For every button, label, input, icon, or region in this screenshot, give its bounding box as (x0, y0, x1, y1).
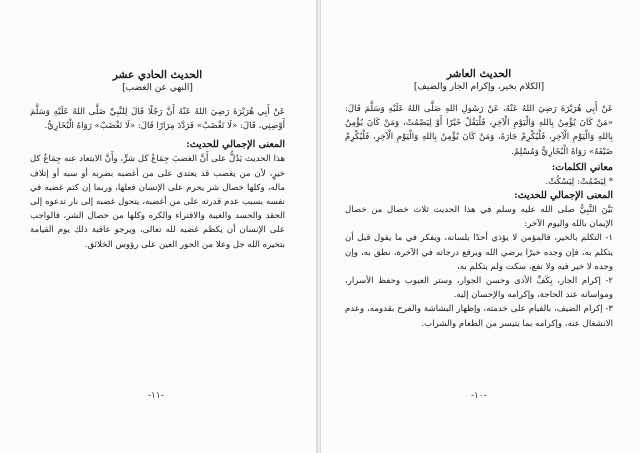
hadith-10-title: الحديث العاشر (446, 68, 512, 80)
left-page (0, 0, 318, 453)
vocab-item: * لِيَصْمُتْ: لِيَسْكُتْ. (545, 176, 613, 187)
hadith-10-meaning-intro: بَيَّنَ النَّبِيُّ صلى الله عليه وسلم في هذا الحديث ثلاث خصال من خصال الإيمان بالله واليوم الآخر: (345, 205, 613, 230)
hadith-11-meaning-text: هذا الحديث يَدُلُّ على أَنَّ الغضبَ جِمَاعُ كل شرٍّ، وأَنَّ الابتعاد عنه جِمَاعُ كل خيرٍ، لأن من يغضب قد يعتدي على من أغضبه بضربه أو سبه أو إتلاف ماله، وكلها خصال شر يحرم على الإنسان فعلها، وربما إن كتم غضبه في نفسه بسبب عدم قدرته على من أغضبه، يتحول غضبه إلى نار تدعوه إلى الحقد والحسد والغيبة والافتراء والكره وكلها من خصال الشر، فالواجب على الإنسان أن يكظم غضبه لله تعالى، ويرجو عاقبة ذلك يوم القيامة بتخيره الله جل وعلا من الحور العين على رؤوس الخلائق. (30, 154, 285, 250)
hadith-10-point-1: ١- التكلم بالخير، فالمؤمن لا يؤذي أحدًا بلسانه، ويفكر في ما يقول قبل أن يتكلم به، فإن وجده خيرًا يرضي الله ويرفع درجاته في الآخرة، نطق به، وإن وجده لا خير فيه ولا نفع، سكت ولم يتكلم به، (345, 233, 613, 272)
hadith-10-meaning-heading: المعنى الإجمالي للحديث: (514, 190, 613, 202)
hadith-10-subtitle: [الكلام بخير، وإكرام الجار والضيف] (413, 82, 545, 92)
hadith-10-point-3: ٣- إكرام الضيف، بالقيام على خدمته، وإظهار البشاشة والفرح بقدومه، وعدم الانشغال عنه، وإكرامه بما يتيسر من الطعام والشراب. (345, 304, 613, 329)
hadith-10-text: عَنْ أَبِي هُرَيْرَةَ رَضِيَ اللهُ عَنْهُ، عَنْ رَسُولِ اللهِ صَلَّى اللهُ عَلَيْهِ وَسَلَّمَ قَالَ: «مَنْ كَانَ يُؤْمِنُ بِاللهِ وَالْيَوْمِ الْآخِرِ، فَلْيَقُلْ خَيْرًا أَوْ لِيَصْمُتْ، وَمَنْ كَانَ يُؤْمِنُ بِاللهِ وَالْيَوْمِ الْآخِرِ، فَلْيُكْرِمْ جَارَهُ، وَمَنْ كَانَ يُؤْمِنُ بِاللهِ وَالْيَوْمِ الْآخِرِ، فَلْيُكْرِمْ ضَيْفَهُ» رَوَاهُ الْبُخَارِيُّ وَمُسْلِمٌ. (345, 104, 613, 157)
vocab-heading: معاني الكلمات: (551, 161, 613, 173)
hadith-11-text: عَنْ أَبِي هُرَيْرَةَ رَضِيَ اللهُ عَنْهُ أَنَّ رَجُلًا قَالَ لِلنَّبِيِّ صَلَّى اللهُ عَلَيْهِ وَسَلَّمَ أَوْصِنِي، قَالَ: «لَا تَغْضَبْ» فَرَدَّدَ مِرَارًا قَالَ: «لَا تَغْضَبْ» رَوَاهُ الْبُخَارِيُّ. (30, 107, 285, 132)
hadith-11-meaning-heading: المعنى الإجمالي للحديث: (186, 139, 285, 151)
right-page (320, 0, 640, 453)
right-page-number: -١٠- (471, 391, 487, 401)
hadith-11-title: الحديث الحادي عشر (112, 69, 203, 81)
left-page-content (30, 0, 285, 252)
right-page-content (345, 0, 613, 331)
hadith-10-point-2: ٢- إكرام الجار، بِكَفِّ الأذى وحسن الجوار، وستر العيوب وحفظ الأسرار، ومواساته عند الحاجة، وإكرامه والإحسان إليه. (345, 276, 613, 301)
left-page-number: -١١- (148, 391, 164, 401)
hadith-11-subtitle: [النهي عن الغضب] (122, 83, 193, 93)
